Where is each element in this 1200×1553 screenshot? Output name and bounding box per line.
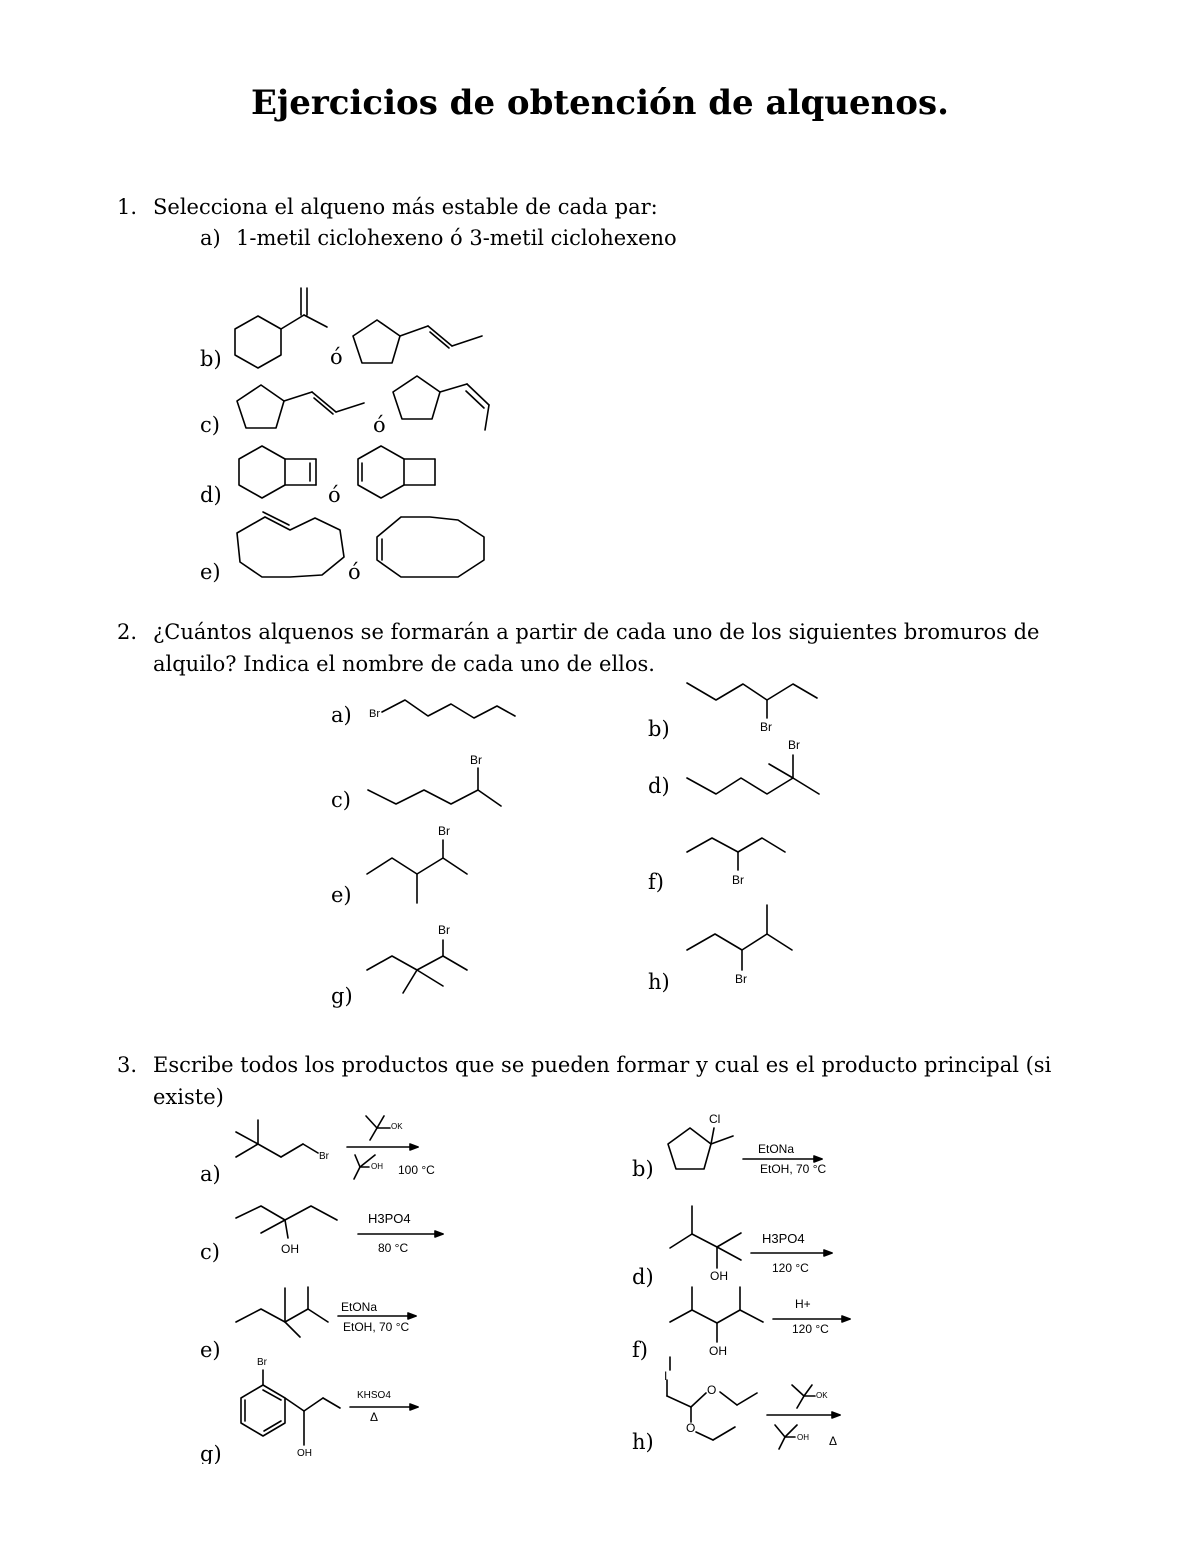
q3b-below: EtOH, 70 °C (760, 1162, 827, 1176)
q3d-structure (670, 1206, 741, 1268)
q1d-right-structure (358, 446, 435, 498)
q1-d-or: ó (328, 483, 341, 507)
q2g-br: Br (438, 923, 450, 937)
q3d-below: 120 °C (772, 1261, 809, 1275)
q3c-arrow (358, 1231, 443, 1237)
q1-a-label: a) (200, 226, 221, 250)
q3g-arrow (350, 1404, 418, 1410)
q2-e-label: e) (331, 883, 352, 907)
q1-b-label: b) (200, 347, 222, 371)
q3c-above: H3PO4 (368, 1211, 411, 1226)
q1-a-text: 1-metil ciclohexeno ó 3-metil ciclohexeno (236, 226, 677, 250)
q3a-structure (236, 1120, 318, 1157)
q1e-left-structure (237, 512, 344, 577)
q3f-below: 120 °C (792, 1322, 829, 1336)
q3a-br: Br (319, 1151, 329, 1162)
q3b-above: EtONa (758, 1142, 795, 1156)
q2-h-label: h) (648, 970, 670, 994)
q3f-above: H+ (795, 1297, 811, 1311)
q1-d-label: d) (200, 483, 222, 507)
q2h-structure (687, 905, 792, 970)
q2-f-label: f) (648, 870, 664, 894)
q3d-oh: OH (710, 1269, 728, 1283)
q2f-structure (687, 838, 785, 870)
q3-b-label: b) (632, 1157, 654, 1181)
q3h-structure (667, 1357, 757, 1440)
q3-d-label: d) (632, 1265, 654, 1289)
q3e-below: EtOH, 70 °C (343, 1320, 410, 1334)
q1-c-label: c) (200, 413, 220, 437)
q3h-below: Δ (829, 1434, 838, 1448)
q2-c-label: c) (331, 788, 351, 812)
page-title: Ejercicios de obtención de alquenos. (251, 83, 949, 123)
q2a-br: Br (369, 708, 380, 720)
q3f-structure (670, 1287, 763, 1342)
q3-line2: existe) (153, 1085, 224, 1109)
q2-line1: ¿Cuántos alquenos se formarán a partir de cada uno de los siguientes bromuros de (153, 620, 1040, 644)
q1b-left-structure (235, 288, 327, 368)
q3-g-label: g) (200, 1442, 222, 1464)
q2e-structure (367, 840, 467, 903)
q2g-structure (367, 940, 467, 993)
q3g-above: KHSO4 (357, 1390, 391, 1401)
q3-a-label: a) (200, 1162, 221, 1186)
q3c-below: 80 °C (378, 1241, 409, 1255)
q3g-below: Δ (370, 1410, 379, 1424)
q3d-above: H3PO4 (762, 1231, 805, 1246)
q3a-cond: 100 °C (398, 1163, 435, 1177)
q3-e-label: e) (200, 1338, 221, 1362)
q2c-br: Br (470, 753, 482, 767)
q3b-cl: Cl (709, 1112, 721, 1126)
q3h-ok: OK (816, 1391, 828, 1400)
q3a-ok: OK (391, 1122, 403, 1131)
q2d-structure (687, 755, 819, 794)
q1-text: Selecciona el alqueno más estable de cada par: (153, 195, 658, 219)
q3-c-label: c) (200, 1240, 220, 1264)
q2-a-label: a) (331, 703, 352, 727)
q1c-left-structure (237, 385, 364, 428)
q1b-right-structure (353, 320, 482, 363)
q1-number: 1. (117, 195, 138, 219)
q3-h-label: h) (632, 1430, 654, 1454)
q3c-structure (236, 1206, 337, 1238)
q1-c-or: ó (373, 413, 386, 437)
q2b-structure (687, 683, 817, 718)
q1c-right-structure (393, 376, 489, 430)
q1e-right-structure (377, 517, 484, 577)
q3a-oh: OH (371, 1162, 383, 1171)
q3f-oh: OH (709, 1344, 727, 1358)
q2h-br: Br (735, 972, 747, 986)
q2-d-label: d) (648, 774, 670, 798)
q2-b-label: b) (648, 717, 670, 741)
q2f-br: Br (732, 873, 744, 887)
q1d-left-structure (239, 446, 316, 498)
q3g-structure (241, 1370, 340, 1445)
q2c-structure (368, 768, 501, 806)
q3h-o1: O (707, 1383, 717, 1397)
q2-number: 2. (117, 620, 138, 644)
q3d-arrow (751, 1250, 832, 1256)
q1-e-or: ó (348, 560, 361, 584)
q3g-oh: OH (297, 1448, 312, 1459)
q3-f-label: f) (632, 1338, 648, 1362)
q1-b-or: ó (330, 345, 343, 369)
q2a-structure (382, 700, 515, 718)
q3-number: 3. (117, 1053, 138, 1077)
q3g-br: Br (257, 1357, 267, 1368)
q2-g-label: g) (331, 984, 353, 1008)
q2-line2: alquilo? Indica el nombre de cada uno de ellos. (153, 652, 655, 676)
q2e-br: Br (438, 824, 450, 838)
q1-e-label: e) (200, 560, 221, 584)
q2b-br: Br (760, 720, 772, 734)
q3h-o2: O (686, 1421, 696, 1435)
q3e-above: EtONa (341, 1300, 378, 1314)
q3b-structure (668, 1128, 733, 1169)
q3h-oh: OH (797, 1433, 809, 1442)
q3-line1: Escribe todos los productos que se pueden formar y cual es el producto principal (si (153, 1053, 1052, 1077)
q3e-structure (236, 1287, 328, 1337)
q3h-i: I (664, 1369, 668, 1383)
q2d-br: Br (788, 738, 800, 752)
q3c-oh: OH (281, 1242, 299, 1256)
